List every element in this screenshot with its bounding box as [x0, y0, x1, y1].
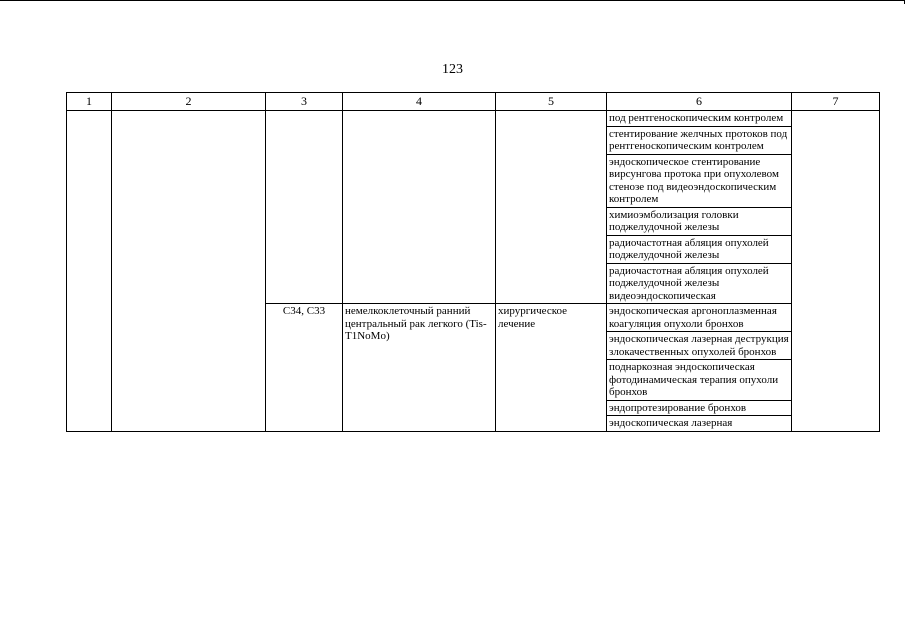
method-cell: радиочастотная абляция опухолей поджелудочной железы видеоэндоскопическая — [607, 263, 792, 304]
header-col-6: 6 — [607, 93, 792, 111]
header-col-7: 7 — [792, 93, 880, 111]
header-col-4: 4 — [343, 93, 496, 111]
header-col-1: 1 — [67, 93, 112, 111]
treatment-cell: хирургическое лечение — [496, 304, 607, 432]
tariff-cell — [792, 111, 880, 432]
method-cell: под рентгеноскопическим контролем — [607, 111, 792, 127]
header-col-5: 5 — [496, 93, 607, 111]
method-cell: эндоскопическая лазерная деструкция злокачественных опухолей бронхов — [607, 332, 792, 360]
diagnosis-cell — [343, 111, 496, 304]
method-cell: эндопротезирование бронхов — [607, 400, 792, 416]
code-cell: C34, C33 — [266, 304, 343, 432]
treatment-cell — [496, 111, 607, 304]
method-cell: поднаркозная эндоскопическая фотодинамическая терапия опухоли бронхов — [607, 360, 792, 401]
method-cell: химиоэмболизация головки поджелудочной железы — [607, 207, 792, 235]
method-cell: радиочастотная абляция опухолей поджелудочной железы — [607, 235, 792, 263]
diagnosis-cell: немелкоклеточный ранний центральный рак легкого (Tis-T1NoMo) — [343, 304, 496, 432]
medical-procedures-table — [66, 92, 880, 432]
header-col-2: 2 — [112, 93, 266, 111]
method-cell: эндоскопическая лазерная — [607, 416, 792, 432]
profile-cell — [112, 111, 266, 432]
page-frame-edge — [0, 0, 905, 4]
method-cell: стентирование желчных протоков под рентгеноскопическим контролем — [607, 126, 792, 154]
row-number-cell — [67, 111, 112, 432]
page-number: 123 — [442, 62, 463, 77]
method-cell: эндоскопическое стентирование вирсунгова протока при опухолевом стенозе под видеоэндоскопическим контролем — [607, 154, 792, 207]
method-cell: эндоскопическая аргоноплазменная коагуляция опухоли бронхов — [607, 304, 792, 332]
code-cell — [266, 111, 343, 304]
header-row — [67, 93, 880, 111]
table-row — [67, 111, 880, 127]
header-col-3: 3 — [266, 93, 343, 111]
